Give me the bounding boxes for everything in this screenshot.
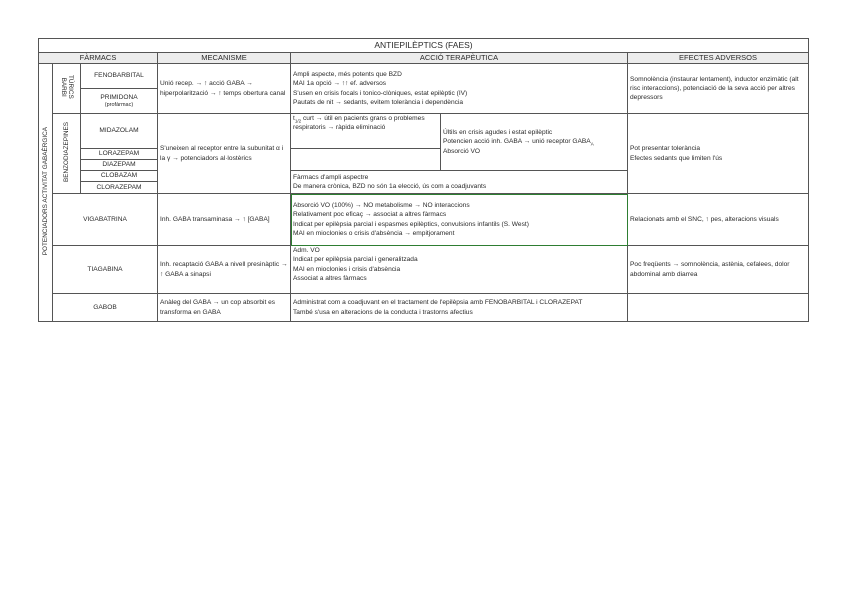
- tiagabina-accio: Adm. VO Indicat per epilèpsia parcial i generalitzada MAI en mioclonies i crisis d'absència Associat a altres fàrmacs: [291, 246, 628, 294]
- benzo-efectes: Pot presentar tolerància Efectes sedants que limiten l'ús: [628, 114, 809, 194]
- gabob-mecanisme: Anàleg del GABA → un cop absorbit es transforma en GABA: [158, 294, 291, 322]
- benzo-label: BENZODIAZEPINES: [53, 114, 81, 194]
- table-row: [39, 64, 809, 89]
- drug-clorazepam: CLORAZEPAM: [81, 182, 158, 194]
- table-row: [39, 114, 809, 149]
- header-mecanisme: MECANISME: [158, 53, 291, 64]
- empty-cell: [291, 149, 441, 171]
- antiepileptics-table: [38, 38, 809, 322]
- barbituric-label: BARBI TÚRICS: [53, 64, 81, 114]
- table-title: ANTIEPILÈPTICS (FAES): [39, 39, 809, 53]
- gabob-accio: Administrat com a coadjuvant en el tractament de l'epilèpsia amb FENOBARBITAL i CLORAZEPAT També s'usa en alteracions de la conducta i trastorns afectius: [291, 294, 628, 322]
- barbituric-accio: Ampli aspecte, més potents que BZD MAI 1a opció → ↑↑ ef. adversos S'usen en crisis focals i tonico-clòniques, estat epilèptic (IV) Pautats de nit → sedants, evitem tolerància i dependència: [291, 64, 628, 114]
- benzo-accio-bottom: Fàrmacs d'ampli aspectre De manera crònica, BZD no són 1a elecció, ús com a coadjuvants: [291, 171, 628, 194]
- midazolam-accio: $t_{1/2}$ curt → útil en pacients grans o problemes respiratoris → ràpida eliminació: [291, 114, 441, 149]
- group-label: POTENCIADORS ACTIVITAT GABAÈRGICA: [39, 64, 53, 322]
- drug-vigabatrina: VIGABATRINA: [53, 194, 158, 246]
- drug-gabob: GABOB: [53, 294, 158, 322]
- barbituric-efectes: Somnolència (instaurar lentament), inductor enzimàtic (alt risc interaccions), potenciació de la seva acció per altres depressors: [628, 64, 809, 114]
- header-efectes: EFECTES ADVERSOS: [628, 53, 809, 64]
- drug-primidona: PRIMIDONA (profàrmac): [81, 89, 158, 114]
- drug-fenobarbital: FENOBARBITAL: [81, 64, 158, 89]
- table-row: [39, 294, 809, 322]
- tiagabina-efectes: Poc freqüents → somnolència, astènia, cefalees, dolor abdominal amb diarrea: [628, 246, 809, 294]
- drug-tiagabina: TIAGABINA: [53, 246, 158, 294]
- benzo-mecanisme: S'uneixen al receptor entre la subunitat α i la γ → potenciadors al·lostèrics: [158, 114, 291, 194]
- table-row: [39, 246, 809, 294]
- prodrug-note: (profàrmac): [104, 102, 134, 109]
- vigabatrina-accio[interactable]: Absorció VO (100%) → NO metabolisme → NO interaccions Relativament poc eficaç → associat a altres fàrmacs Indicat per epilèpsia parcial i espasmes epilèptics, convulsions infantils (S. West) MAI en mioclonies o crisis d'absència → empitjorament: [291, 194, 628, 246]
- drug-clobazam: CLOBAZAM: [81, 171, 158, 182]
- vigabatrina-mecanisme: Inh. GABA transaminasa → ↑ [GABA]: [158, 194, 291, 246]
- drug-diazepam: DIAZEPAM: [81, 160, 158, 171]
- table-row: [39, 194, 809, 246]
- tiagabina-mecanisme: Inh. recaptació GABA a nivell presinàptic → ↑ GABA a sinapsi: [158, 246, 291, 294]
- drug-midazolam: MIDAZOLAM: [81, 114, 158, 149]
- vigabatrina-efectes: Relacionats amb el SNC, ↑ pes, alteracions visuals: [628, 194, 809, 246]
- header-row: [39, 53, 809, 64]
- benzo-accio-shared: Últils en crisis agudes i estat epilèptic Potencien acció inh. GABA → unió receptor $GABA_A$ Absorció VO: [441, 114, 628, 171]
- header-farmacs: FÀRMACS: [39, 53, 158, 64]
- drug-lorazepam: LORAZEPAM: [81, 149, 158, 160]
- header-accio: ACCIÓ TERAPÈUTICA: [291, 53, 628, 64]
- barbituric-mecanisme: Unió recep. → ↑ acció GABA → hiperpolarització → ↑ temps obertura canal: [158, 64, 291, 114]
- gabob-efectes-empty: [628, 294, 809, 322]
